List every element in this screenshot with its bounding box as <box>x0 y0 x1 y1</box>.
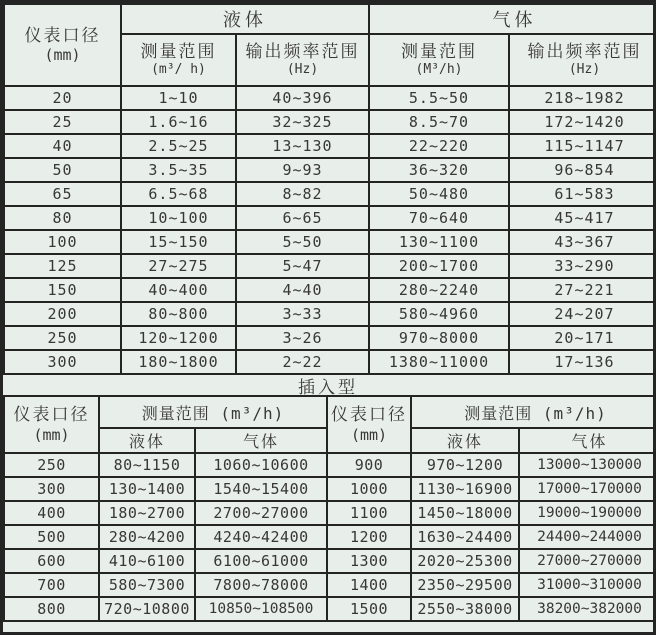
table-cell: 2550~38000 <box>411 597 519 621</box>
table-cell: 1100 <box>327 501 411 525</box>
table-cell: 15~150 <box>121 230 236 254</box>
table-cell: 5~50 <box>236 230 369 254</box>
gas-group-header: 气体 <box>369 4 656 34</box>
gas-freq-range-label: 输出频率范围 <box>527 41 642 62</box>
table-cell: 96~854 <box>509 158 656 182</box>
table-cell: 125 <box>4 254 121 278</box>
table-cell: 40~400 <box>121 278 236 302</box>
table-cell: 180~1800 <box>121 350 236 374</box>
table-cell: 1400 <box>327 573 411 597</box>
table-row <box>4 549 656 573</box>
table-cell: 65 <box>4 182 121 206</box>
table-row <box>4 278 656 302</box>
table-cell: 80~1150 <box>99 453 195 477</box>
table-cell: 20~171 <box>509 326 656 350</box>
table-cell: 19000~190000 <box>519 501 656 525</box>
table-cell: 22~220 <box>369 134 509 158</box>
table-row <box>4 350 656 374</box>
gas-freq-range-header <box>509 34 656 86</box>
table-cell: 6.5~68 <box>121 182 236 206</box>
table-cell: 800 <box>4 597 99 621</box>
table-cell: 80 <box>4 206 121 230</box>
table-cell: 45~417 <box>509 206 656 230</box>
table-cell: 7800~78000 <box>195 573 327 597</box>
table-cell: 43~367 <box>509 230 656 254</box>
table-cell: 250 <box>4 326 121 350</box>
table-cell: 50 <box>4 158 121 182</box>
insertion-bore-header-left <box>4 396 99 453</box>
table-row <box>4 573 656 597</box>
table-row <box>4 501 656 525</box>
table-cell: 580~4960 <box>369 302 509 326</box>
table-cell: 17~136 <box>509 350 656 374</box>
insertion-bore-header-right <box>327 396 411 453</box>
liquid-group-header: 液体 <box>121 4 369 34</box>
table-row <box>4 477 656 501</box>
table-cell: 6100~61000 <box>195 549 327 573</box>
table-cell: 410~6100 <box>99 549 195 573</box>
table-cell: 24400~244000 <box>519 525 656 549</box>
table-row <box>4 182 656 206</box>
insertion-table-body <box>4 453 656 621</box>
table-cell: 8~82 <box>236 182 369 206</box>
liquid-measure-range-unit: (m³/ h) <box>151 62 206 78</box>
bore-diameter-header <box>4 4 121 86</box>
table-cell: 2~22 <box>236 350 369 374</box>
table-cell: 70~640 <box>369 206 509 230</box>
table-cell: 1630~24400 <box>411 525 519 549</box>
table-cell: 13~130 <box>236 134 369 158</box>
insertion-header-row-1 <box>4 396 656 428</box>
liquid-measure-range-label: 测量范围 <box>140 41 217 62</box>
liquid-freq-range-unit: (Hz) <box>286 62 319 78</box>
insertion-meter-table <box>3 395 656 622</box>
table-cell: 970~8000 <box>369 326 509 350</box>
table-cell: 27~221 <box>509 278 656 302</box>
table-cell: 1130~16900 <box>411 477 519 501</box>
table-cell: 1450~18000 <box>411 501 519 525</box>
bore-diameter-unit: (mm) <box>44 46 81 64</box>
gas-freq-range-unit: (Hz) <box>568 62 601 78</box>
table-cell: 27000~270000 <box>519 549 656 573</box>
table-cell: 300 <box>4 350 121 374</box>
table-cell: 580~7300 <box>99 573 195 597</box>
flange-header-row-1 <box>4 4 656 34</box>
table-cell: 2700~27000 <box>195 501 327 525</box>
table-cell: 38200~382000 <box>519 597 656 621</box>
table-cell: 3.5~35 <box>121 158 236 182</box>
table-cell: 6~65 <box>236 206 369 230</box>
table-cell: 10~100 <box>121 206 236 230</box>
table-cell: 40~396 <box>236 86 369 110</box>
table-cell: 36~320 <box>369 158 509 182</box>
table-cell: 3~26 <box>236 326 369 350</box>
table-cell: 250 <box>4 453 99 477</box>
table-cell: 280~4200 <box>99 525 195 549</box>
table-cell: 27~275 <box>121 254 236 278</box>
table-cell: 150 <box>4 278 121 302</box>
table-cell: 1540~15400 <box>195 477 327 501</box>
table-cell: 3~33 <box>236 302 369 326</box>
table-cell: 172~1420 <box>509 110 656 134</box>
table-cell: 2350~29500 <box>411 573 519 597</box>
table-cell: 80~800 <box>121 302 236 326</box>
table-cell: 970~1200 <box>411 453 519 477</box>
table-cell: 500 <box>4 525 99 549</box>
table-cell: 130~1400 <box>99 477 195 501</box>
table-cell: 8.5~70 <box>369 110 509 134</box>
liquid-measure-range-header <box>121 34 236 86</box>
table-row <box>4 254 656 278</box>
liquid-freq-range-header <box>236 34 369 86</box>
table-row <box>4 230 656 254</box>
insertion-liquid-header-right: 液体 <box>411 428 519 453</box>
table-row <box>4 453 656 477</box>
table-cell: 280~2240 <box>369 278 509 302</box>
table-row <box>4 86 656 110</box>
table-cell: 115~1147 <box>509 134 656 158</box>
table-row <box>4 326 656 350</box>
flange-meter-table <box>3 3 656 375</box>
table-cell: 900 <box>327 453 411 477</box>
table-cell: 5~47 <box>236 254 369 278</box>
table-cell: 4240~42400 <box>195 525 327 549</box>
table-cell: 50~480 <box>369 182 509 206</box>
table-cell: 5.5~50 <box>369 86 509 110</box>
table-row <box>4 134 656 158</box>
insertion-section-title: 插入型 <box>3 375 653 397</box>
insertion-bore-unit-right: (mm) <box>350 425 388 444</box>
bore-diameter-label: 仪表口径 <box>24 25 101 46</box>
table-cell: 1380~11000 <box>369 350 509 374</box>
table-cell: 200~1700 <box>369 254 509 278</box>
table-row <box>4 206 656 230</box>
table-cell: 1200 <box>327 525 411 549</box>
table-row <box>4 597 656 621</box>
table-cell: 1.6~16 <box>121 110 236 134</box>
table-cell: 700 <box>4 573 99 597</box>
table-cell: 1~10 <box>121 86 236 110</box>
table-cell: 9~93 <box>236 158 369 182</box>
table-cell: 200 <box>4 302 121 326</box>
liquid-freq-range-label: 输出频率范围 <box>245 41 360 62</box>
table-cell: 17000~170000 <box>519 477 656 501</box>
table-cell: 180~2700 <box>99 501 195 525</box>
table-cell: 218~1982 <box>509 86 656 110</box>
table-cell: 720~10800 <box>99 597 195 621</box>
insertion-range-header-right: 测量范围 (m³/h) <box>411 396 656 428</box>
gas-measure-range-unit: (M³/h) <box>415 62 463 78</box>
table-row <box>4 110 656 134</box>
table-cell: 600 <box>4 549 99 573</box>
table-cell: 400 <box>4 501 99 525</box>
insertion-bore-label-right: 仪表口径 <box>331 405 407 426</box>
gas-measure-range-label: 测量范围 <box>401 41 477 62</box>
insertion-bore-label-left: 仪表口径 <box>13 405 90 426</box>
table-cell: 31000~310000 <box>519 573 656 597</box>
gas-measure-range-header <box>369 34 509 86</box>
table-cell: 4~40 <box>236 278 369 302</box>
table-cell: 1000 <box>327 477 411 501</box>
table-cell: 20 <box>4 86 121 110</box>
table-cell: 130~1100 <box>369 230 509 254</box>
table-cell: 13000~130000 <box>519 453 656 477</box>
table-cell: 40 <box>4 134 121 158</box>
table-cell: 2.5~25 <box>121 134 236 158</box>
table-cell: 300 <box>4 477 99 501</box>
table-cell: 61~583 <box>509 182 656 206</box>
table-row <box>4 525 656 549</box>
insertion-gas-header-right: 气体 <box>519 428 656 453</box>
table-cell: 100 <box>4 230 121 254</box>
insertion-bore-unit-left: (mm) <box>33 425 70 444</box>
insertion-gas-header-left: 气体 <box>195 428 327 453</box>
table-cell: 32~325 <box>236 110 369 134</box>
table-cell: 1500 <box>327 597 411 621</box>
table-row <box>4 158 656 182</box>
insertion-liquid-header-left: 液体 <box>99 428 195 453</box>
table-cell: 120~1200 <box>121 326 236 350</box>
table-cell: 24~207 <box>509 302 656 326</box>
table-row <box>4 302 656 326</box>
table-cell: 25 <box>4 110 121 134</box>
table-cell: 10850~108500 <box>195 597 327 621</box>
table-cell: 1060~10600 <box>195 453 327 477</box>
table-cell: 1300 <box>327 549 411 573</box>
flange-table-body <box>4 86 656 374</box>
table-cell: 33~290 <box>509 254 656 278</box>
insertion-range-header-left: 测量范围 (m³/h) <box>99 396 327 428</box>
table-cell: 2020~25300 <box>411 549 519 573</box>
